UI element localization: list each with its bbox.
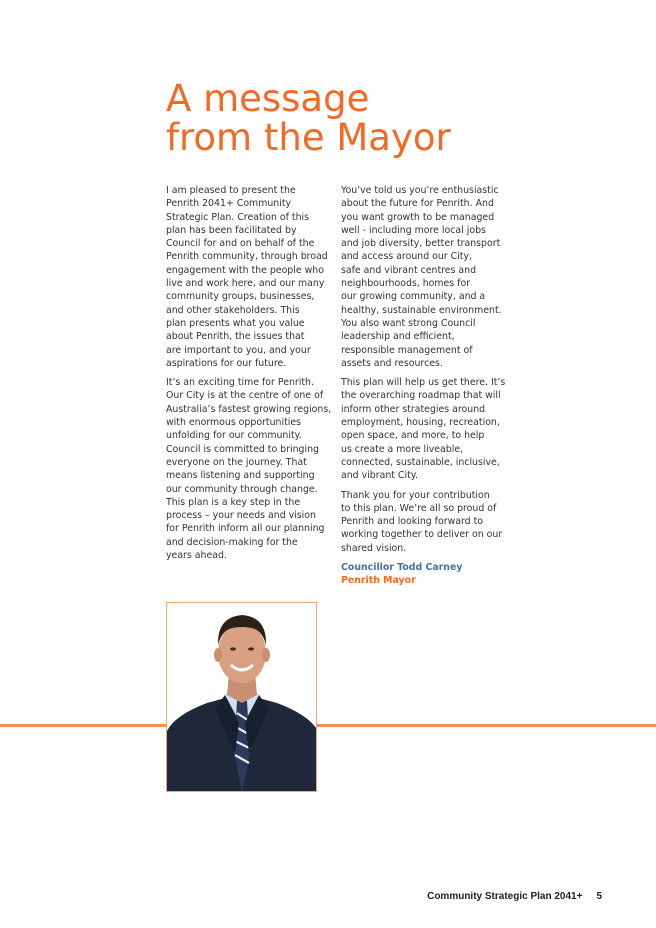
text-line: Council for and on behalf of the: [166, 238, 315, 250]
text-line: This plan is a key step in the: [166, 496, 301, 508]
portrait-illustration: [167, 603, 317, 792]
text-line: for Penrith inform all our planning: [166, 523, 325, 535]
text-line: well - including more local jobs: [341, 224, 486, 236]
text-line: about Penrith, the issues that: [166, 331, 305, 343]
text-line: our growing community, and a: [341, 291, 486, 303]
text-line: aspirations for our future.: [166, 357, 287, 369]
text-line: Penrith and looking forward to: [341, 516, 484, 528]
footer-document-title: Community Strategic Plan 2041+: [427, 891, 583, 902]
text-line: connected, sustainable, inclusive,: [341, 456, 500, 468]
text-line: Penrith community, through broad: [166, 251, 328, 263]
text-line: It’s an exciting time for Penrith.: [166, 377, 314, 389]
text-line: assets and resources.: [341, 357, 443, 369]
title-line-1: A message: [166, 77, 370, 120]
text-line: about the future for Penrith. And: [341, 198, 494, 210]
text-line: healthy, sustainable environment.: [341, 304, 502, 316]
paragraph: [341, 489, 501, 555]
text-line: Penrith 2041+ Community: [166, 198, 292, 210]
text-line: our community through change.: [166, 483, 318, 495]
horizontal-rule: [0, 724, 656, 727]
text-line: open space, and more, to help: [341, 430, 485, 442]
text-line: employment, housing, recreation,: [341, 417, 500, 429]
page-footer: [427, 891, 602, 902]
text-line: you want growth to be managed: [341, 211, 495, 223]
text-line: Our City is at the centre of one of: [166, 390, 324, 402]
text-line: live and work here, and our many: [166, 278, 325, 290]
text-line: Council is committed to bringing: [166, 443, 319, 455]
text-line: You’ve told us you’re enthusiastic: [341, 185, 499, 196]
text-line: Thank you for your contribution: [341, 489, 490, 501]
text-line: Strategic Plan. Creation of this: [166, 211, 310, 223]
text-line: You also want strong Council: [341, 317, 476, 329]
text-line: process – your needs and vision: [166, 510, 316, 522]
text-line: with enormous opportunities: [166, 417, 302, 429]
mayor-portrait: [166, 602, 317, 792]
text-line: and other stakeholders. This: [166, 304, 300, 316]
paragraph: [166, 184, 326, 370]
text-line: are important to you, and your: [166, 344, 311, 356]
text-line: and access around our City,: [341, 251, 472, 263]
text-line: means listening and supporting: [166, 470, 315, 482]
right-column: [341, 184, 506, 588]
text-line: to this plan. We’re all so proud of: [341, 502, 497, 514]
text-line: I am pleased to present the: [166, 185, 296, 196]
text-line: plan has been facilitated by: [166, 224, 297, 236]
signature-name: Councillor Todd Carney: [341, 562, 463, 574]
text-line: This plan will help us get there. It’s: [341, 377, 506, 389]
text-line: working together to deliver on our: [341, 529, 503, 541]
text-line: Australia’s fastest growing regions,: [166, 403, 332, 415]
text-line: and job diversity, better transport: [341, 238, 501, 250]
text-line: shared vision.: [341, 542, 407, 554]
paragraph: [341, 376, 506, 482]
text-line: safe and vibrant centres and: [341, 264, 477, 276]
text-line: us create a more liveable,: [341, 443, 464, 455]
text-line: unfolding for our community.: [166, 430, 302, 442]
left-column: [166, 184, 332, 568]
page-number: 5: [596, 891, 602, 902]
text-line: years ahead.: [166, 550, 227, 562]
page-title: [166, 79, 451, 157]
text-line: neighbourhoods, homes for: [341, 278, 471, 290]
paragraph: [341, 184, 501, 370]
text-line: and decision-making for the: [166, 536, 298, 548]
signature-role: Penrith Mayor: [341, 575, 416, 587]
signature: [341, 561, 501, 588]
paragraph: [166, 376, 332, 562]
text-line: and vibrant City.: [341, 470, 418, 482]
text-line: engagement with the people who: [166, 264, 324, 276]
title-line-2: from the Mayor: [166, 116, 451, 159]
text-line: everyone on the journey. That: [166, 456, 307, 468]
text-line: responsible management of: [341, 344, 473, 356]
text-line: plan presents what you value: [166, 317, 305, 329]
text-line: leadership and efficient,: [341, 331, 455, 343]
text-line: the overarching roadmap that will: [341, 390, 501, 402]
text-line: inform other strategies around: [341, 403, 486, 415]
text-line: community groups, businesses,: [166, 291, 315, 303]
